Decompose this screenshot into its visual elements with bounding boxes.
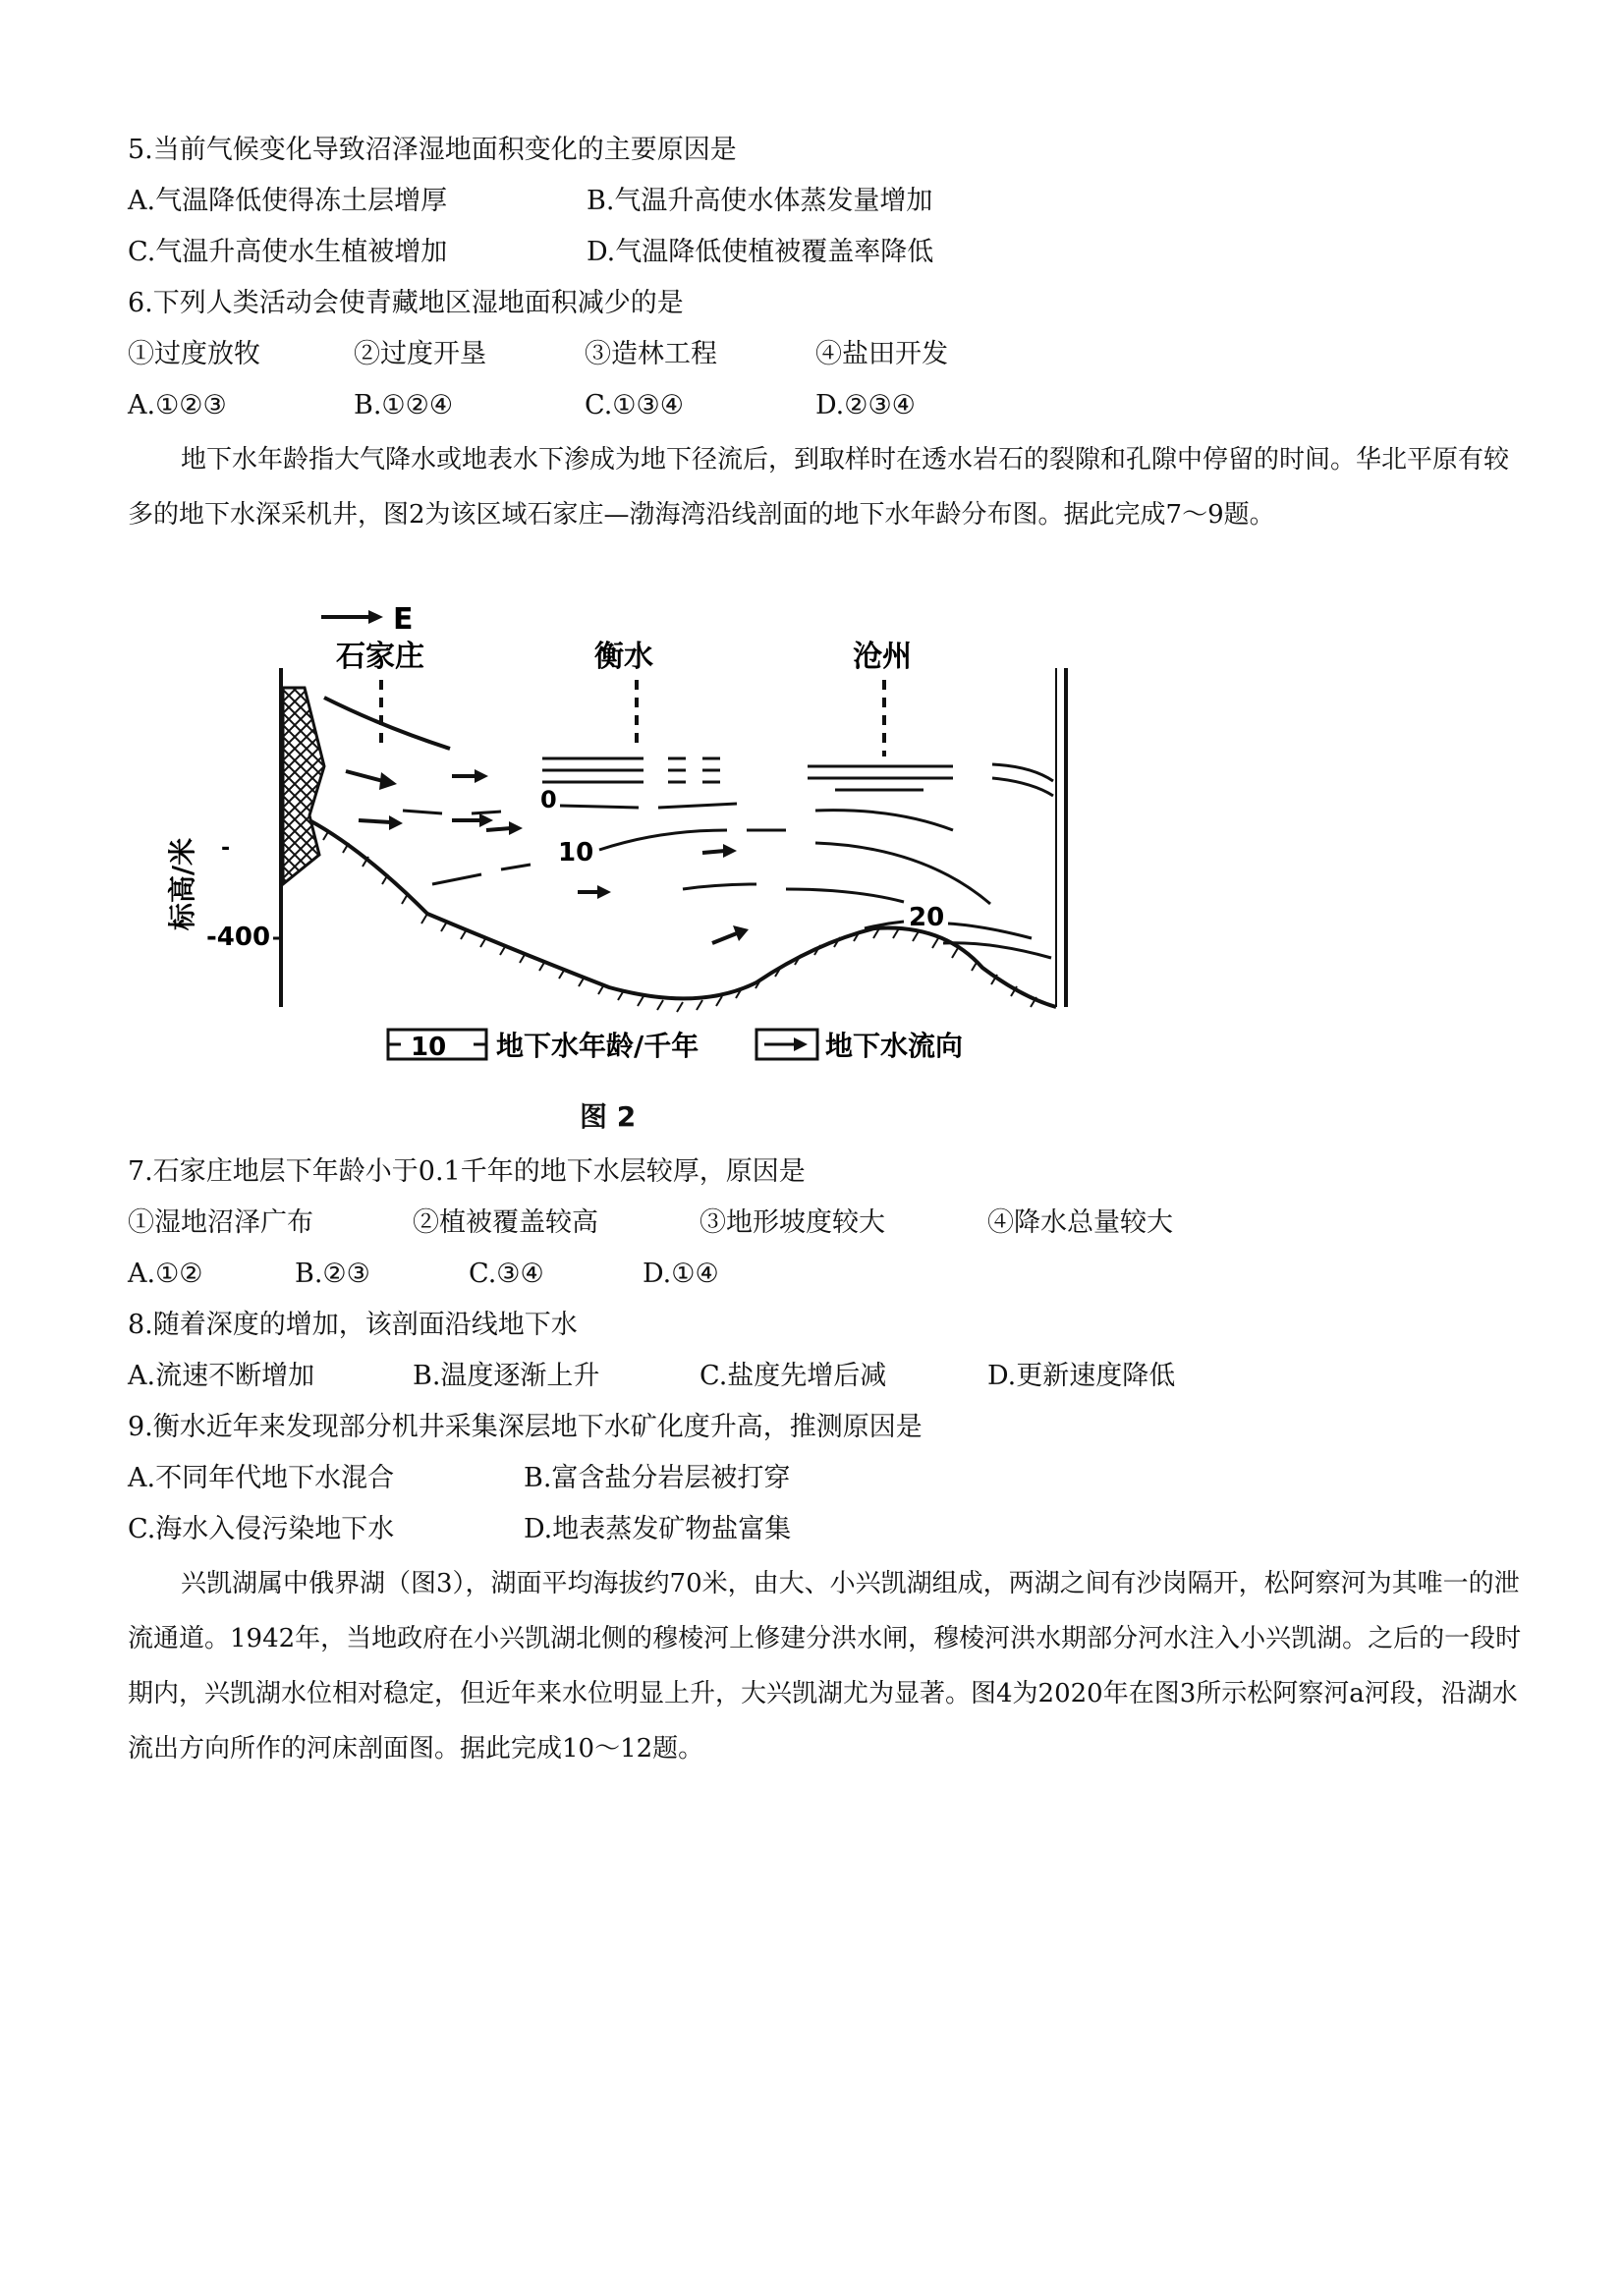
- legend-age-sample: 10: [411, 1033, 447, 1062]
- ground-surface: [324, 698, 450, 749]
- q7-item-1: ①湿地沼泽广布: [128, 1207, 313, 1238]
- q8-option-a: A.流速不断增加: [128, 1361, 315, 1391]
- q6-option-a: A.①②③: [128, 390, 227, 420]
- q6-item-3: ③造林工程: [585, 339, 717, 369]
- q5-option-c: C.气温升高使水生植被增加: [128, 237, 448, 267]
- q7-item-2: ②植被覆盖较高: [413, 1207, 598, 1238]
- age-isoline-0: [403, 811, 501, 813]
- q9-option-a: A.不同年代地下水混合: [128, 1463, 395, 1493]
- passage-xingkai-lake-text: 兴凯湖属中俄界湖（图3），湖面平均海拔约70米，由大、小兴凯湖组成，两湖之间有沙岗隔开，松阿察河为其唯一的泄流通道。1942年，当地政府在小兴凯湖北侧的穆棱河上修建分洪水闸，穆棱河洪水期部分河水注入小兴凯湖。之后的一段时期内，兴凯湖水位相对稳定，但近年来水位明显上升，大兴凯湖尤为显著。图4为2020年在图3所示松阿察河a河段，沿湖水流出方向所作的河床剖面图。据此完成10～12题。: [128, 1569, 1522, 1764]
- legend-flow-arrow-icon: [756, 1030, 817, 1059]
- q6-item-2: ②过度开垦: [354, 339, 486, 369]
- svg-text:-: -: [221, 836, 231, 861]
- q5-option-a: A.气温降低使得冻土层增厚: [128, 186, 448, 216]
- legend-age-label: 地下水年龄/千年: [496, 1030, 700, 1062]
- q7-option-d: D.①④: [643, 1259, 719, 1289]
- q9-stem: 9.衡水近年来发现部分机井采集深层地下水矿化度升高，推测原因是: [128, 1412, 923, 1442]
- legend-age-isoline: [388, 1030, 486, 1062]
- y-axis-label: 标高/米: [166, 837, 198, 931]
- direction-label: E: [393, 602, 414, 637]
- q6-option-c: C.①③④: [585, 390, 684, 420]
- figure-2-groundwater-profile: [147, 589, 1071, 1071]
- q6-option-d: D.②③④: [815, 390, 916, 420]
- q5-option-b: B.气温升高使水体蒸发量增加: [587, 186, 933, 216]
- flow-arrow-icon: [346, 771, 397, 790]
- q7-item-4: ④降水总量较大: [987, 1207, 1173, 1238]
- legend-flow-label: 地下水流向: [825, 1030, 964, 1062]
- flow-arrow-icon: [712, 925, 749, 943]
- q8-option-c: C.盐度先增后减: [700, 1361, 887, 1391]
- age-label-10: 10: [558, 838, 594, 868]
- city-hengshui: 衡水: [594, 640, 653, 674]
- q9-option-b: B.富含盐分岩层被打穿: [524, 1463, 791, 1493]
- age-label-20: 20: [909, 903, 945, 932]
- q8-option-b: B.温度逐渐上升: [413, 1361, 600, 1391]
- q7-stem: 7.石家庄地层下年龄小于0.1千年的地下水层较厚，原因是: [128, 1156, 806, 1187]
- age-label-0: 0: [540, 786, 557, 813]
- q7-option-a: A.①②: [128, 1259, 203, 1289]
- flow-arrow-icon: [578, 885, 611, 899]
- flow-arrow-icon: [486, 821, 523, 835]
- q9-option-c: C.海水入侵污染地下水: [128, 1514, 395, 1544]
- figure-caption: 图 2: [580, 1100, 637, 1133]
- passage-groundwater-age: [128, 432, 1523, 542]
- city-shijiazhuang: 石家庄: [336, 640, 424, 674]
- q6-item-1: ①过度放牧: [128, 339, 260, 369]
- flow-arrow-icon: [452, 813, 493, 827]
- y-tick-400: -400: [206, 923, 271, 952]
- age-isoline-10: [432, 865, 531, 884]
- q7-option-c: C.③④: [469, 1259, 544, 1289]
- passage-groundwater-age-text: 地下水年龄指大气降水或地表水下渗成为地下径流后，到取样时在透水岩石的裂隙和孔隙中停留的时间。华北平原有较多的地下水深采机井，图2为该区域石家庄—渤海湾沿线剖面的地下水年龄分布图。据此完成7～9题。: [128, 445, 1510, 530]
- direction-arrow-icon: [321, 610, 383, 624]
- q6-stem: 6.下列人类活动会使青藏地区湿地面积减少的是: [128, 288, 684, 318]
- q6-item-4: ④盐田开发: [815, 339, 948, 369]
- q9-option-d: D.地表蒸发矿物盐富集: [524, 1514, 792, 1544]
- q5-stem: 5.当前气候变化导致沼泽湿地面积变化的主要原因是: [128, 135, 737, 165]
- city-cangzhou: 沧州: [853, 640, 912, 674]
- q8-stem: 8.随着深度的增加，该剖面沿线地下水: [128, 1310, 578, 1340]
- q7-item-3: ③地形坡度较大: [700, 1207, 885, 1238]
- flow-arrow-icon: [702, 844, 737, 858]
- passage-xingkai-lake: [128, 1556, 1523, 1776]
- flow-arrow-icon: [452, 769, 488, 783]
- flow-arrow-icon: [359, 815, 403, 830]
- q5-option-d: D.气温降低使植被覆盖率降低: [587, 237, 934, 267]
- bedrock-hatch: [283, 688, 324, 884]
- q8-option-d: D.更新速度降低: [987, 1361, 1176, 1391]
- q7-option-b: B.②③: [295, 1259, 370, 1289]
- q6-option-b: B.①②④: [354, 390, 454, 420]
